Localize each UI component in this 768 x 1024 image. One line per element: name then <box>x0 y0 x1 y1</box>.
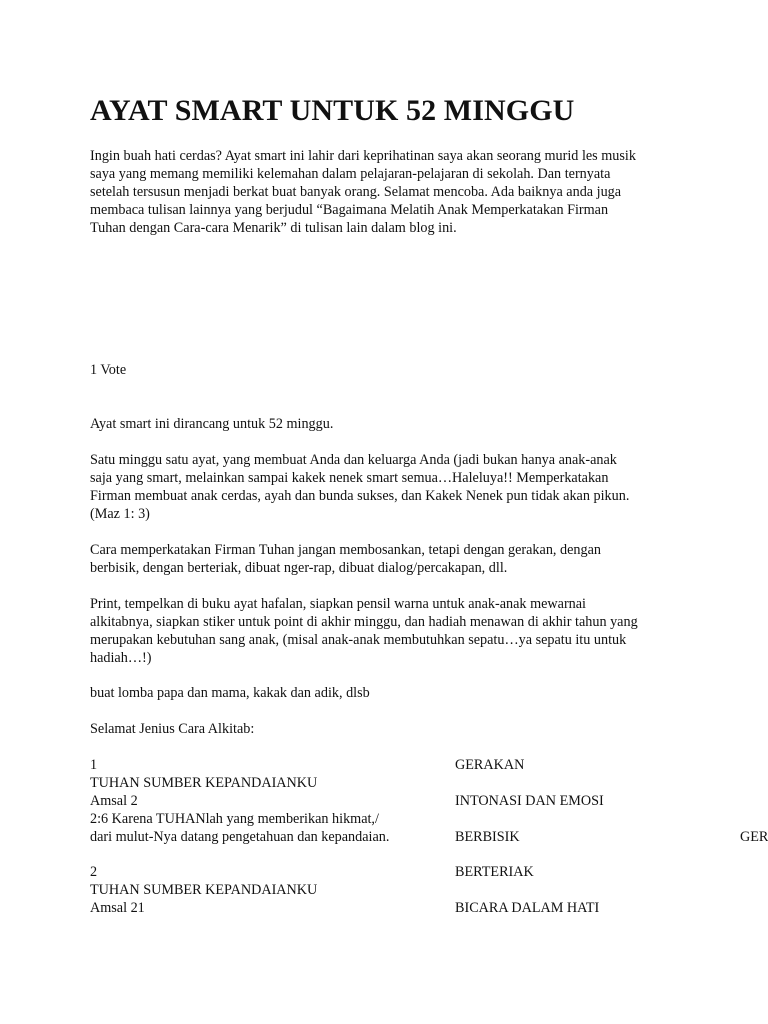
intro-line: saya yang memang memiliki kelemahan dalam pelajaran-pelajaran di sekolah. Dan ternyata <box>90 166 611 182</box>
paragraph-greeting <box>90 720 690 738</box>
week-2-theme: TUHAN SUMBER KEPANDAIANKU <box>90 882 318 898</box>
paragraph-line: (Maz 1: 3) <box>90 506 150 522</box>
paragraph-line: alkitabnya, siapkan stiker untuk point di akhir minggu, dan hadiah menawan di akhir tahun yang <box>90 614 638 630</box>
intro-line: setelah tersusun menjadi berkat buat banyak orang. Selamat mencoba. Ada baiknya anda juga <box>90 184 622 200</box>
paragraph-line: Selamat Jenius Cara Alkitab: <box>90 721 255 737</box>
paragraph-competition <box>90 684 690 702</box>
week-1-verse-line: 2:6 Karena TUHANlah yang memberikan hikmat,/ <box>90 811 379 827</box>
truncated-column-text: GER <box>740 829 768 845</box>
paragraph-line: hadiah…!) <box>90 650 152 666</box>
intro-line: Ingin buah hati cerdas? Ayat smart ini lahir dari keprihatinan saya akan seorang murid les musik <box>90 148 636 164</box>
paragraph-one-week-one-verse <box>90 451 690 523</box>
paragraph-line: Firman membuat anak cerdas, ayah dan bunda sukses, dan Kakek Nenek pun tidak akan pikun. <box>90 488 630 504</box>
paragraph-how-to <box>90 541 690 577</box>
paragraph-print <box>90 595 690 667</box>
method-item: INTONASI DAN EMOSI <box>455 793 604 809</box>
paragraph-line: Cara memperkatakan Firman Tuhan jangan membosankan, tetapi dengan gerakan, dengan <box>90 542 601 558</box>
paragraph-line: buat lomba papa dan mama, kakak dan adik, dlsb <box>90 685 370 701</box>
week-1-reference: Amsal 2 <box>90 793 138 809</box>
vote-count: 1 Vote <box>90 362 127 378</box>
week-2-number: 2 <box>90 864 98 880</box>
method-item: BICARA DALAM HATI <box>455 900 600 916</box>
paragraph-line: Satu minggu satu ayat, yang membuat Anda dan keluarga Anda (jadi bukan hanya anak-anak <box>90 452 617 468</box>
document-title: AYAT SMART UNTUK 52 MINGGU <box>90 94 575 127</box>
method-item: BERTERIAK <box>455 864 534 880</box>
paragraph-weeks <box>90 415 690 433</box>
week-1-verse-line: dari mulut-Nya datang pengetahuan dan kepandaian. <box>90 829 390 845</box>
intro-line: Tuhan dengan Cara-cara Menarik” di tulisan lain dalam blog ini. <box>90 220 457 236</box>
week-2-reference: Amsal 21 <box>90 900 145 916</box>
paragraph-line: berbisik, dengan berteriak, dibuat nger-rap, dibuat dialog/percakapan, dll. <box>90 560 508 576</box>
paragraph-line: Print, tempelkan di buku ayat hafalan, siapkan pensil warna untuk anak-anak mewarnai <box>90 596 587 612</box>
paragraph-line: merupakan kebutuhan sang anak, (misal anak-anak membutuhkan sepatu…ya sepatu itu untuk <box>90 632 627 648</box>
paragraph-line: saja yang smart, melainkan sampai kakek nenek smart semua…Haleluya!! Memperkatakan <box>90 470 609 486</box>
method-item: GERAKAN <box>455 757 525 773</box>
intro-line: membaca tulisan lainnya yang berjudul “Bagaimana Melatih Anak Memperkatakan Firman <box>90 202 609 218</box>
week-1-theme: TUHAN SUMBER KEPANDAIANKU <box>90 775 318 791</box>
method-item: BERBISIK <box>455 829 520 845</box>
paragraph-line: Ayat smart ini dirancang untuk 52 minggu. <box>90 416 334 432</box>
intro-paragraph <box>90 147 690 237</box>
week-1-number: 1 <box>90 757 98 773</box>
